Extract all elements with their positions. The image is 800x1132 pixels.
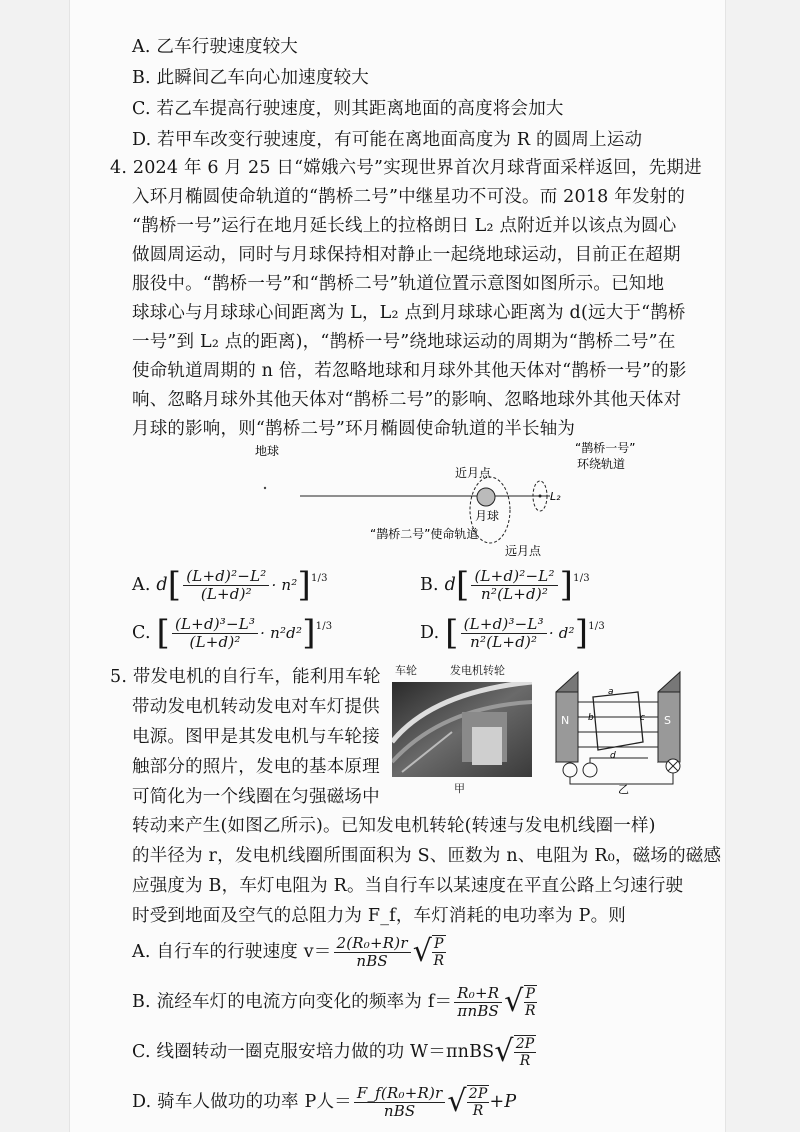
exam-paper (70, 0, 725, 1132)
q5-stem-line: 带动发电机转动发电对车灯提供 (132, 697, 380, 717)
coil-b-label: b (588, 713, 594, 723)
q5-stem-line: 可简化为一个线圈在匀强磁场中 (132, 787, 380, 807)
q3-option-a: A. 乙车行驶速度较大 (132, 37, 298, 57)
q5-option-d: D. 骑车人做功的功率 P人＝ $\frac{\text{F\_f(R₀+R)r}}{\text{nBS}}$ √ $\frac{2P}{R}$ +P (132, 1083, 517, 1120)
perilune-label: 近月点 (455, 466, 492, 480)
q4-option-a: A. d [ $\frac{\text{(L+d)²−L²}}{\text{(L+d)²}}$ · n² ] 1/3 (132, 565, 328, 605)
coil-d-label: d (610, 751, 616, 761)
rotor-label: 发电机转轮 (450, 664, 505, 677)
q4-option-d: D. [ $\frac{\text{(L+d)³−L³}}{\text{n²(L+d)²}}$ · d² ] 1/3 (420, 613, 605, 653)
q4-stem-line: 做圆周运动，同时与月球保持相对静止一起绕地球运动，目前正在超期 (132, 245, 681, 265)
q4-stem-line: 月球的影响，则“鹊桥二号”环月椭圆使命轨道的半长轴为 (132, 419, 576, 439)
q4-stem-line: “鹊桥一号”运行在地月延长线上的拉格朗日 L₂ 点附近并以该点为圆心 (132, 216, 677, 236)
generator-principle-diagram (548, 662, 698, 794)
q3-option-b: B. 此瞬间乙车向心加速度较大 (132, 68, 369, 88)
s-pole-label: S (664, 714, 671, 727)
orbit-diagram (220, 440, 640, 560)
coil-c-label: c (640, 713, 645, 723)
q3-option-d: D. 若甲车改变行驶速度，有可能在离地面高度为 R 的圆周上运动 (132, 130, 643, 150)
l2-label: L₂ (550, 490, 561, 503)
q4-option-b: B. d [ $\frac{\text{(L+d)²−L²}}{\text{n²(L+d)²}}$ ] 1/3 (420, 565, 590, 605)
q5-stem-line: 触部分的照片，发电的基本原理 (132, 757, 380, 777)
q1-orbit-label-2: 环绕轨道 (577, 457, 626, 471)
earth-label: 地球 (255, 444, 280, 458)
q4-stem-line: 一号”到 L₂ 点的距离)，“鹊桥一号”绕地球运动的周期为“鹊桥二号”在 (132, 332, 676, 352)
apolune-label: 远月点 (505, 544, 542, 558)
yi-label: 乙 (618, 783, 629, 794)
photo-image (392, 682, 532, 777)
q4-stem-line: 使命轨道周期的 n 倍，若忽略地球和月球外其他天体对“鹊桥一号”的影 (132, 361, 687, 381)
moon-circle (477, 488, 495, 506)
q5-stem-line: 转动来产生(如图乙所示)。已知发电机转轮(转速与发电机线圈一样) (132, 816, 656, 836)
q5-stem-line: 的半径为 r，发电机线圈所围面积为 S、匝数为 n、电阻为 R₀，磁场的磁感 (132, 846, 722, 866)
q4-stem-line: 服役中。“鹊桥一号”和“鹊桥二号”轨道位置示意图如图所示。已知地 (132, 274, 665, 294)
wheel-label: 车轮 (395, 664, 417, 677)
q5-stem-line: 电源。图甲是其发电机与车轮接 (132, 727, 380, 747)
q5-option-a: A. 自行车的行驶速度 v＝ $\frac{\text{2(R₀+R)r}}{\text{nBS}}$ √ $\frac{P}{R}$ (132, 933, 445, 970)
generator-photo (392, 662, 532, 794)
q3-option-c: C. 若乙车提高行驶速度，则其距离地面的高度将会加大 (132, 99, 564, 119)
q4-stem-line: 入环月椭圆使命轨道的“鹊桥二号”中继星功不可没。而 2018 年发射的 (132, 187, 686, 207)
q4-stem-line: 4. 2024 年 6 月 25 日“嫦娥六号”实现世界首次月球背面采样返回，先期进 (110, 158, 702, 178)
q5-option-c: C. 线圈转动一圈克服安培力做的功 W＝πnBS √ $\frac{2P}{R}$ (132, 1034, 535, 1069)
q2-orbit-label: “鹊桥二号”使命轨道 (370, 527, 479, 541)
q1-orbit-label-1: “鹊桥一号” (575, 441, 636, 455)
q4-stem-line: 响、忽略月球外其他天体对“鹊桥二号”的影响、忽略地球外其他天体对 (132, 390, 682, 410)
q4-stem-line: 球球心与月球球心间距离为 L，L₂ 点到月球球心距离为 d(远大于“鹊桥 (132, 303, 686, 323)
q5-stem-line: 5. 带发电机的自行车，能利用车轮 (110, 667, 381, 687)
moon-label: 月球 (475, 509, 500, 523)
earth-dot (264, 487, 266, 489)
n-pole-label: N (561, 714, 570, 727)
coil-a-label: a (608, 687, 614, 697)
q5-stem-line: 时受到地面及空气的总阻力为 F_f，车灯消耗的电功率为 P。则 (132, 906, 626, 926)
q4-option-c: C. [ $\frac{\text{(L+d)³−L³}}{\text{(L+d)²}}$ · n²d² ] 1/3 (132, 613, 333, 653)
jia-label: 甲 (454, 782, 465, 795)
l2-point (539, 495, 542, 498)
q5-stem-line: 应强度为 B，车灯电阻为 R。当自行车以某速度在平直公路上匀速行驶 (132, 876, 684, 896)
q5-option-b: B. 流经车灯的电流方向变化的频率为 f＝ $\frac{\text{R₀+R}}{\text{πnBS}}$ √ $\frac{P}{R}$ (132, 983, 536, 1020)
